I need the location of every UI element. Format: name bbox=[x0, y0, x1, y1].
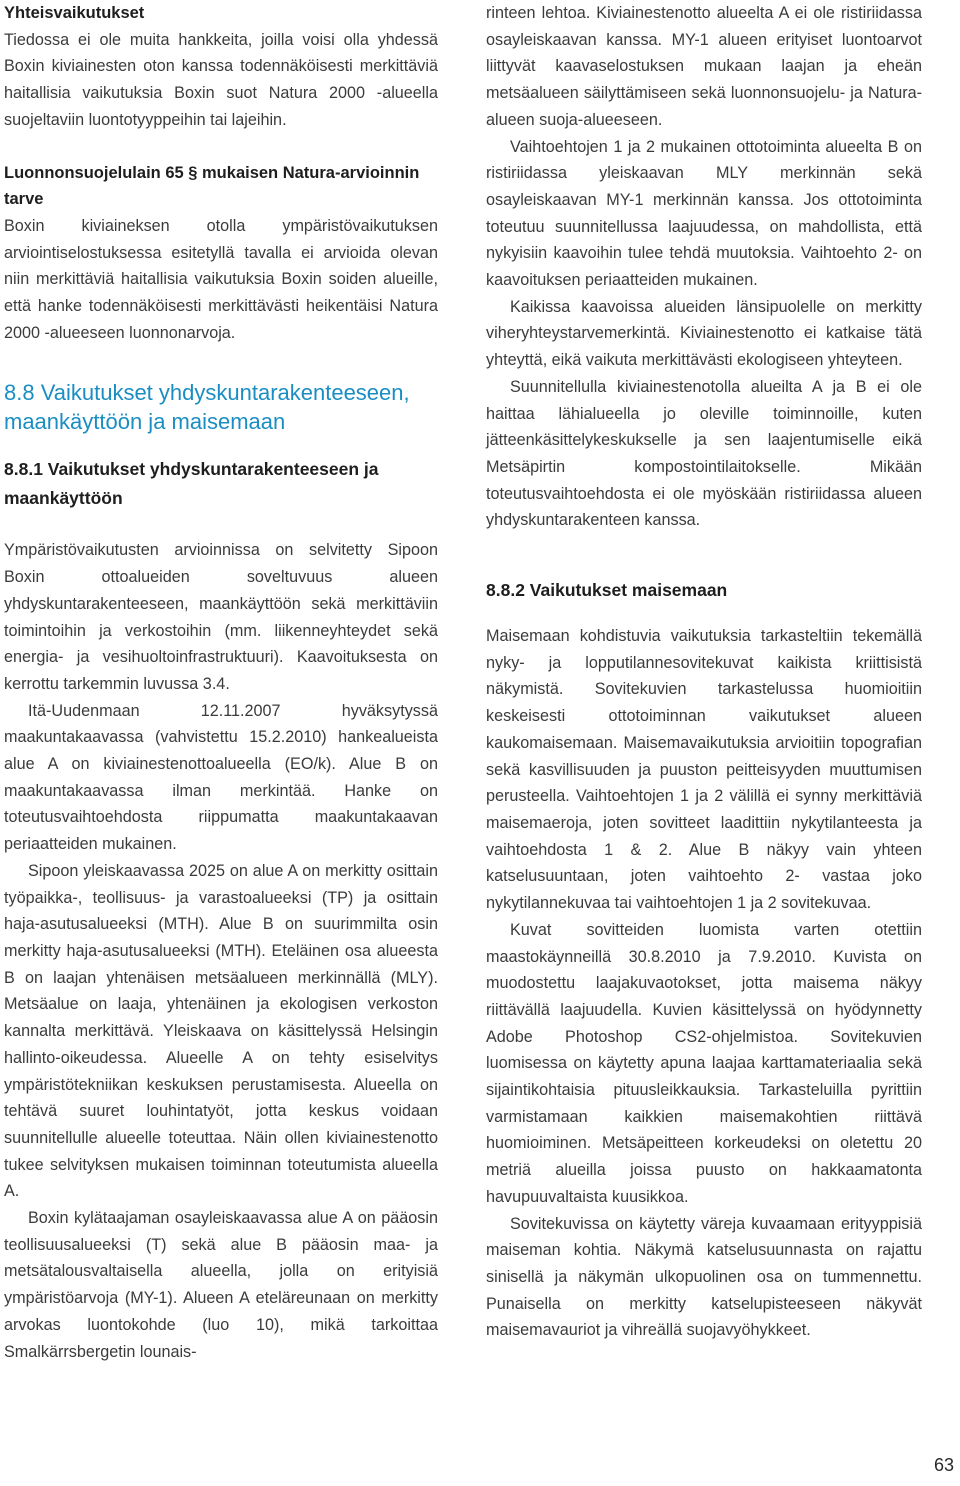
section-8-8-heading: 8.8 Vaikutukset yhdyskuntarakenteeseen, maankäyttöön ja maisemaan bbox=[4, 380, 410, 435]
paragraph: Suunnitellulla kiviainestenotolla alueilta A ja B ei ole haittaa lähialueella jo oleville toiminnoille, kuten jätteenkäsittelykeskukselle ja sen laajentumiselle eikä Metsäpirtin kompostointilaitokselle. Mikään toteutusvaihtoehdosta ei ole myöskään ristiriidassa alueen yhdyskuntarakenteen kanssa. bbox=[486, 377, 922, 530]
paragraph: Kuvat sovitteiden luomista varten otettiin maastokäynneillä 30.8.2010 ja 7.9.2010. Kuvista on muodostettu laajakuvaotokset, jotta maisema näkyy riittävällä laajuudella. Kuvien käsittelyssä on hyödynnetty Adobe Photoshop CS2-ohjelmistoa. Sovitekuvien luomisessa on käytetty apuna laajaa karttamateriaalia sekä sijaintikohtaisia pituusleikkauksia. Tarkasteluilla pyrittiin varmistamaan kaikkien maisemakohtien riittävä huomioiminen. Metsäpeitteen korkeudeksi on oletettu 20 metriä alueilla joissa puusto on hakkaamatonta havupuuvaltaista kuusikkoa. bbox=[486, 920, 922, 1206]
natura-text: Boxin kiviaineksen otolla ympäristövaikutuksen arviointiselostuksessa esitetyllä tavalla ei arvioida olevan niin merkittäviä haitallisia vaikutuksia Boxin soiden alueille, että hanke todennäköisesti merkittävästi heikentäisi Natura 2000 -alueeseen luonnonarvoja. bbox=[4, 216, 438, 342]
paragraph: Kaikissa kaavoissa alueiden länsipuolelle on merkitty viheryhteystarvemerkintä. Kiviainestenotto ei katkaise tätä yhteyttä, eikä vaikuta merkittävästi ekologiseen yhteyteen. bbox=[486, 297, 922, 370]
paragraph: Itä-Uudenmaan 12.11.2007 hyväksytyssä maakuntakaavassa (vahvistettu 15.2.2010) hankealueista alue A on kiviainestenottoalueella (EO/k). Alue B on maakuntakaavassa ilman merkintää. Hanke on toteutusvaihtoehdosta riippumatta maakuntakaavan periaatteiden mukainen. bbox=[4, 701, 438, 854]
paragraph: Maisemaan kohdistuvia vaikutuksia tarkasteltiin tekemällä nyky- ja lopputilannesovitekuvat kaikista kriittisistä näkymistä. Sovitekuvien tarkastelussa huomioitiin keskeisesti ottotoiminnan vaikutukset alueen kaukomaisemaan. Maisemavaikutuksia arvioitiin topografian sekä kasvillisuuden ja puuston peitteisyyden muuttumisen perusteella. Vaihtoehtojen 1 ja 2 välillä ei synny merkittäviä maisemaeroja, joten sovitteet laadittiin nykytilanteesta ja vaihtoehdosta 1 & 2. Alue B näkyy vain yhteen katselusuuntaan, joten vaihtoehto 2- vastaa joko nykytilannekuvaa tai vaihtoehtojen 1 ja 2 sovitekuvaa. bbox=[486, 627, 922, 913]
section-8-8-1-heading: 8.8.1 Vaikutukset yhdyskuntarakenteeseen ja maankäyttöön bbox=[4, 459, 379, 509]
natura-heading: Luonnonsuojelulain 65 § mukaisen Natura-arvioinnin tarve bbox=[4, 163, 420, 209]
paragraph: Sovitekuvissa on käytetty väreja kuvaamaan erityyppisiä maiseman kohtia. Näkymä katselusuunnasta on rajattu sinisellä ja näkymän ulkopuolinen osa on tummennettu. Punaisella on merkitty katselupisteeseen näkyvät maisemavauriot ja vihreällä suojavyöhykkeet. bbox=[486, 1214, 922, 1340]
right-column bbox=[486, 0, 922, 1344]
yhteisvaikutukset-text: Tiedossa ei ole muita hankkeita, joilla voisi olla yhdessä Boxin kiviainesten oton kanssa todennäköisesti merkittäviä haitallisia vaikutuksia Boxin suot Natura 2000 -alueella suojeltaviin luontotyyppeihin tai lajeihin. bbox=[4, 30, 438, 129]
paragraph: Vaihtoehtojen 1 ja 2 mukainen ottotoiminta alueelta B on ristiriidassa yleiskaavan MLY merkinnän sekä osayleiskaavan MY-1 merkinnän kanssa. Jos ottotoiminta toteutuu suunnitellussa laajuudessa, on mahdollista, että nykyisiin kaavoihin tulee tehdä muutoksia. Vaihtoehto 2- on kaavoituksen periaatteiden mukainen. bbox=[486, 137, 922, 290]
paragraph: rinteen lehtoa. Kiviainestenotto alueelta A ei ole ristiriidassa osayleiskaavan kanssa. MY-1 alueen erityiset luontoarvot liittyvät kaavaselostuksen mukaan laajan ja eheän metsäalueen säilyttämiseen sekä luonnonsuojelu- ja Natura-alueen suoja-alueeseen. bbox=[486, 4, 922, 129]
yhteisvaikutukset-heading: Yhteisvaikutukset bbox=[4, 4, 145, 22]
section-8-8-2-heading: 8.8.2 Vaikutukset maisemaan bbox=[486, 580, 728, 601]
page-number: 63 bbox=[933, 1455, 954, 1475]
paragraph: Boxin kylätaajaman osayleiskaavassa alue A on pääosin teollisuusalueeksi (T) sekä alue B pääosin maa- ja metsätalousvaltaisella alueella, jolla on erityisiä ympäristöarvoja (MY-1). Alueen A eteläreunaan on merkitty arvokas luontokohde (luo 10), mikä tarkoittaa Smalkärrsbergetin lounais- bbox=[4, 1209, 438, 1361]
paragraph: Sipoon yleiskaavassa 2025 on alue A on merkitty osittain työpaikka-, teollisuus- ja varastoalueeksi (TP) ja osittain haja-asutusalueeksi (MTH). Alue B on suurimmilta osin merkitty haja-asutusalueeksi (MTH). Eteläinen osa alueesta B on laajan yhtenäisen metsäalueen merkinnällä (MLY). Metsäalue on laaja, yhtenäinen ja ekologisen verkoston kannalta merkittävä. Yleiskaava on käsittelyssä Helsingin hallinto-oikeudessa. Alueelle A on tehty esiselvitys ympäristötekniikan keskuksen perustamisesta. Alueella on tehtävä suuret louhintatyöt, jotta keskus voidaan suunnitellulle alueelle toteuttaa. Näin ollen kiviainestenotto tukee selvityksen mukaisen toiminnan toteutumista alueella A. bbox=[4, 861, 438, 1201]
left-column bbox=[4, 0, 438, 1365]
paragraph: Ympäristövaikutusten arvioinnissa on selvitetty Sipoon Boxin ottoalueiden soveltuvuus alueen yhdyskuntarakenteeseen, maankäyttöön sekä merkittäviin toimintoihin ja verkostoihin (mm. liikenneyhteydet sekä energia- ja vesihuoltoinfrastruktuuri). Kaavoituksesta on kerrottu tarkemmin luvussa 3.4. bbox=[4, 541, 438, 693]
